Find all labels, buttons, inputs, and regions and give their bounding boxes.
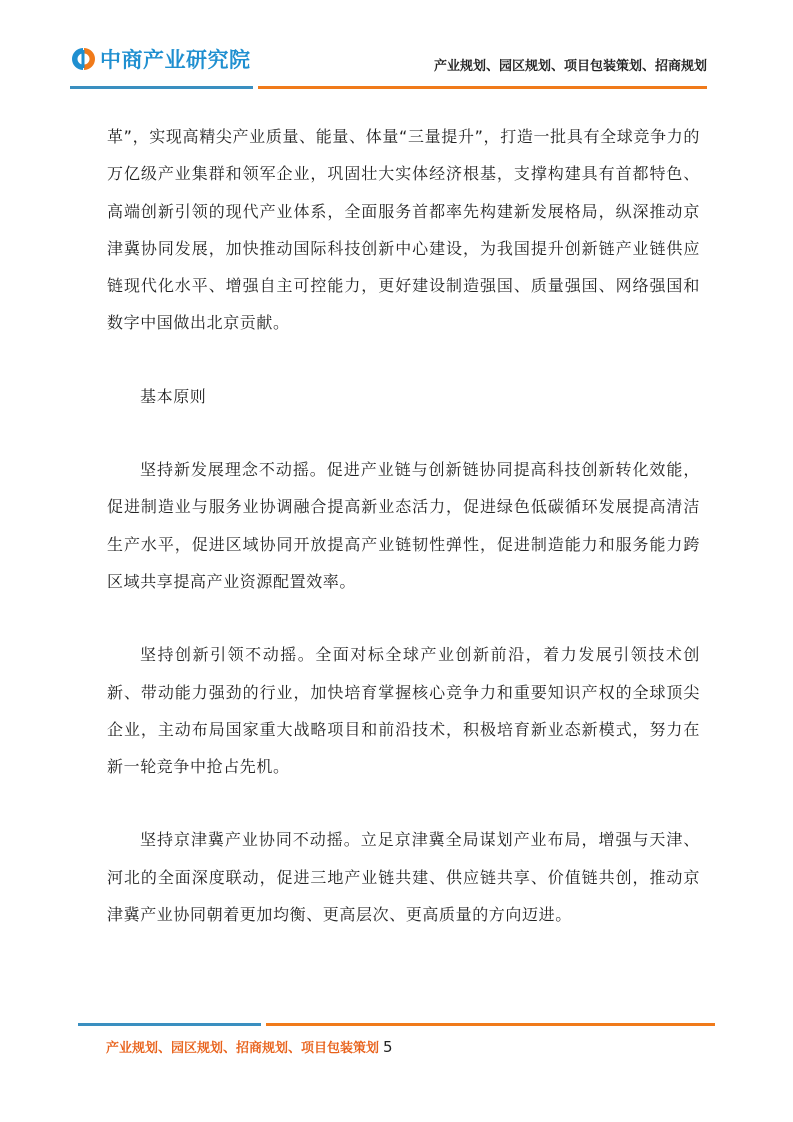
header-divider-blue	[70, 86, 253, 89]
header-slogan: 产业规划、园区规划、项目包装策划、招商规划	[433, 59, 707, 74]
section-heading: 基本原则	[140, 386, 207, 406]
footer-slogan: 产业规划、园区规划、招商规划、项目包装策划	[106, 1041, 380, 1056]
logo-icon	[70, 46, 96, 72]
company-logo	[70, 44, 251, 74]
header-divider-orange	[258, 86, 707, 89]
footer-divider-blue	[78, 1023, 261, 1026]
footer-divider-orange	[266, 1023, 715, 1026]
document-body	[107, 118, 700, 933]
logo-text: 中商产业研究院	[100, 48, 251, 72]
page-footer	[106, 1037, 393, 1056]
page-header	[0, 0, 793, 100]
paragraph-continued: 革”，实现高精尖产业质量、能量、体量“三量提升”，打造一批具有全球竞争力的万亿级产业集群和领军企业，巩固壮大实体经济根基，支撑构建具有首都特色、高端创新引领的现代产业体系，全面服务首都率先构建新发展格局，纵深推动京津冀协同发展，加快推动国际科技创新中心建设，为我国提升创新链产业链供应链现代化水平、增强自主可控能力，更好建设制造强国、质量强国、网络强国和数字中国做出北京贡献。	[107, 127, 700, 333]
page-number: 5	[383, 1038, 393, 1056]
paragraph-principle-2: 坚持创新引领不动摇。全面对标全球产业创新前沿，着力发展引领技术创新、带动能力强劲的行业，加快培育掌握核心竞争力和重要知识产权的全球顶尖企业，主动布局国家重大战略项目和前沿技术，积极培育新业态新模式，努力在新一轮竞争中抢占先机。	[107, 645, 700, 777]
paragraph-principle-3: 坚持京津冀产业协同不动摇。立足京津冀全局谋划产业布局，增强与天津、河北的全面深度联动，促进三地产业链共建、供应链共享、价值链共创，推动京津冀产业协同朝着更加均衡、更高层次、更高质量的方向迈进。	[107, 830, 700, 925]
paragraph-principle-1: 坚持新发展理念不动摇。促进产业链与创新链协同提高科技创新转化效能，促进制造业与服务业协调融合提高新业态活力，促进绿色低碳循环发展提高清洁生产水平，促进区域协同开放提高产业链韧性弹性，促进制造能力和服务能力跨区域共享提高产业资源配置效率。	[107, 460, 700, 591]
